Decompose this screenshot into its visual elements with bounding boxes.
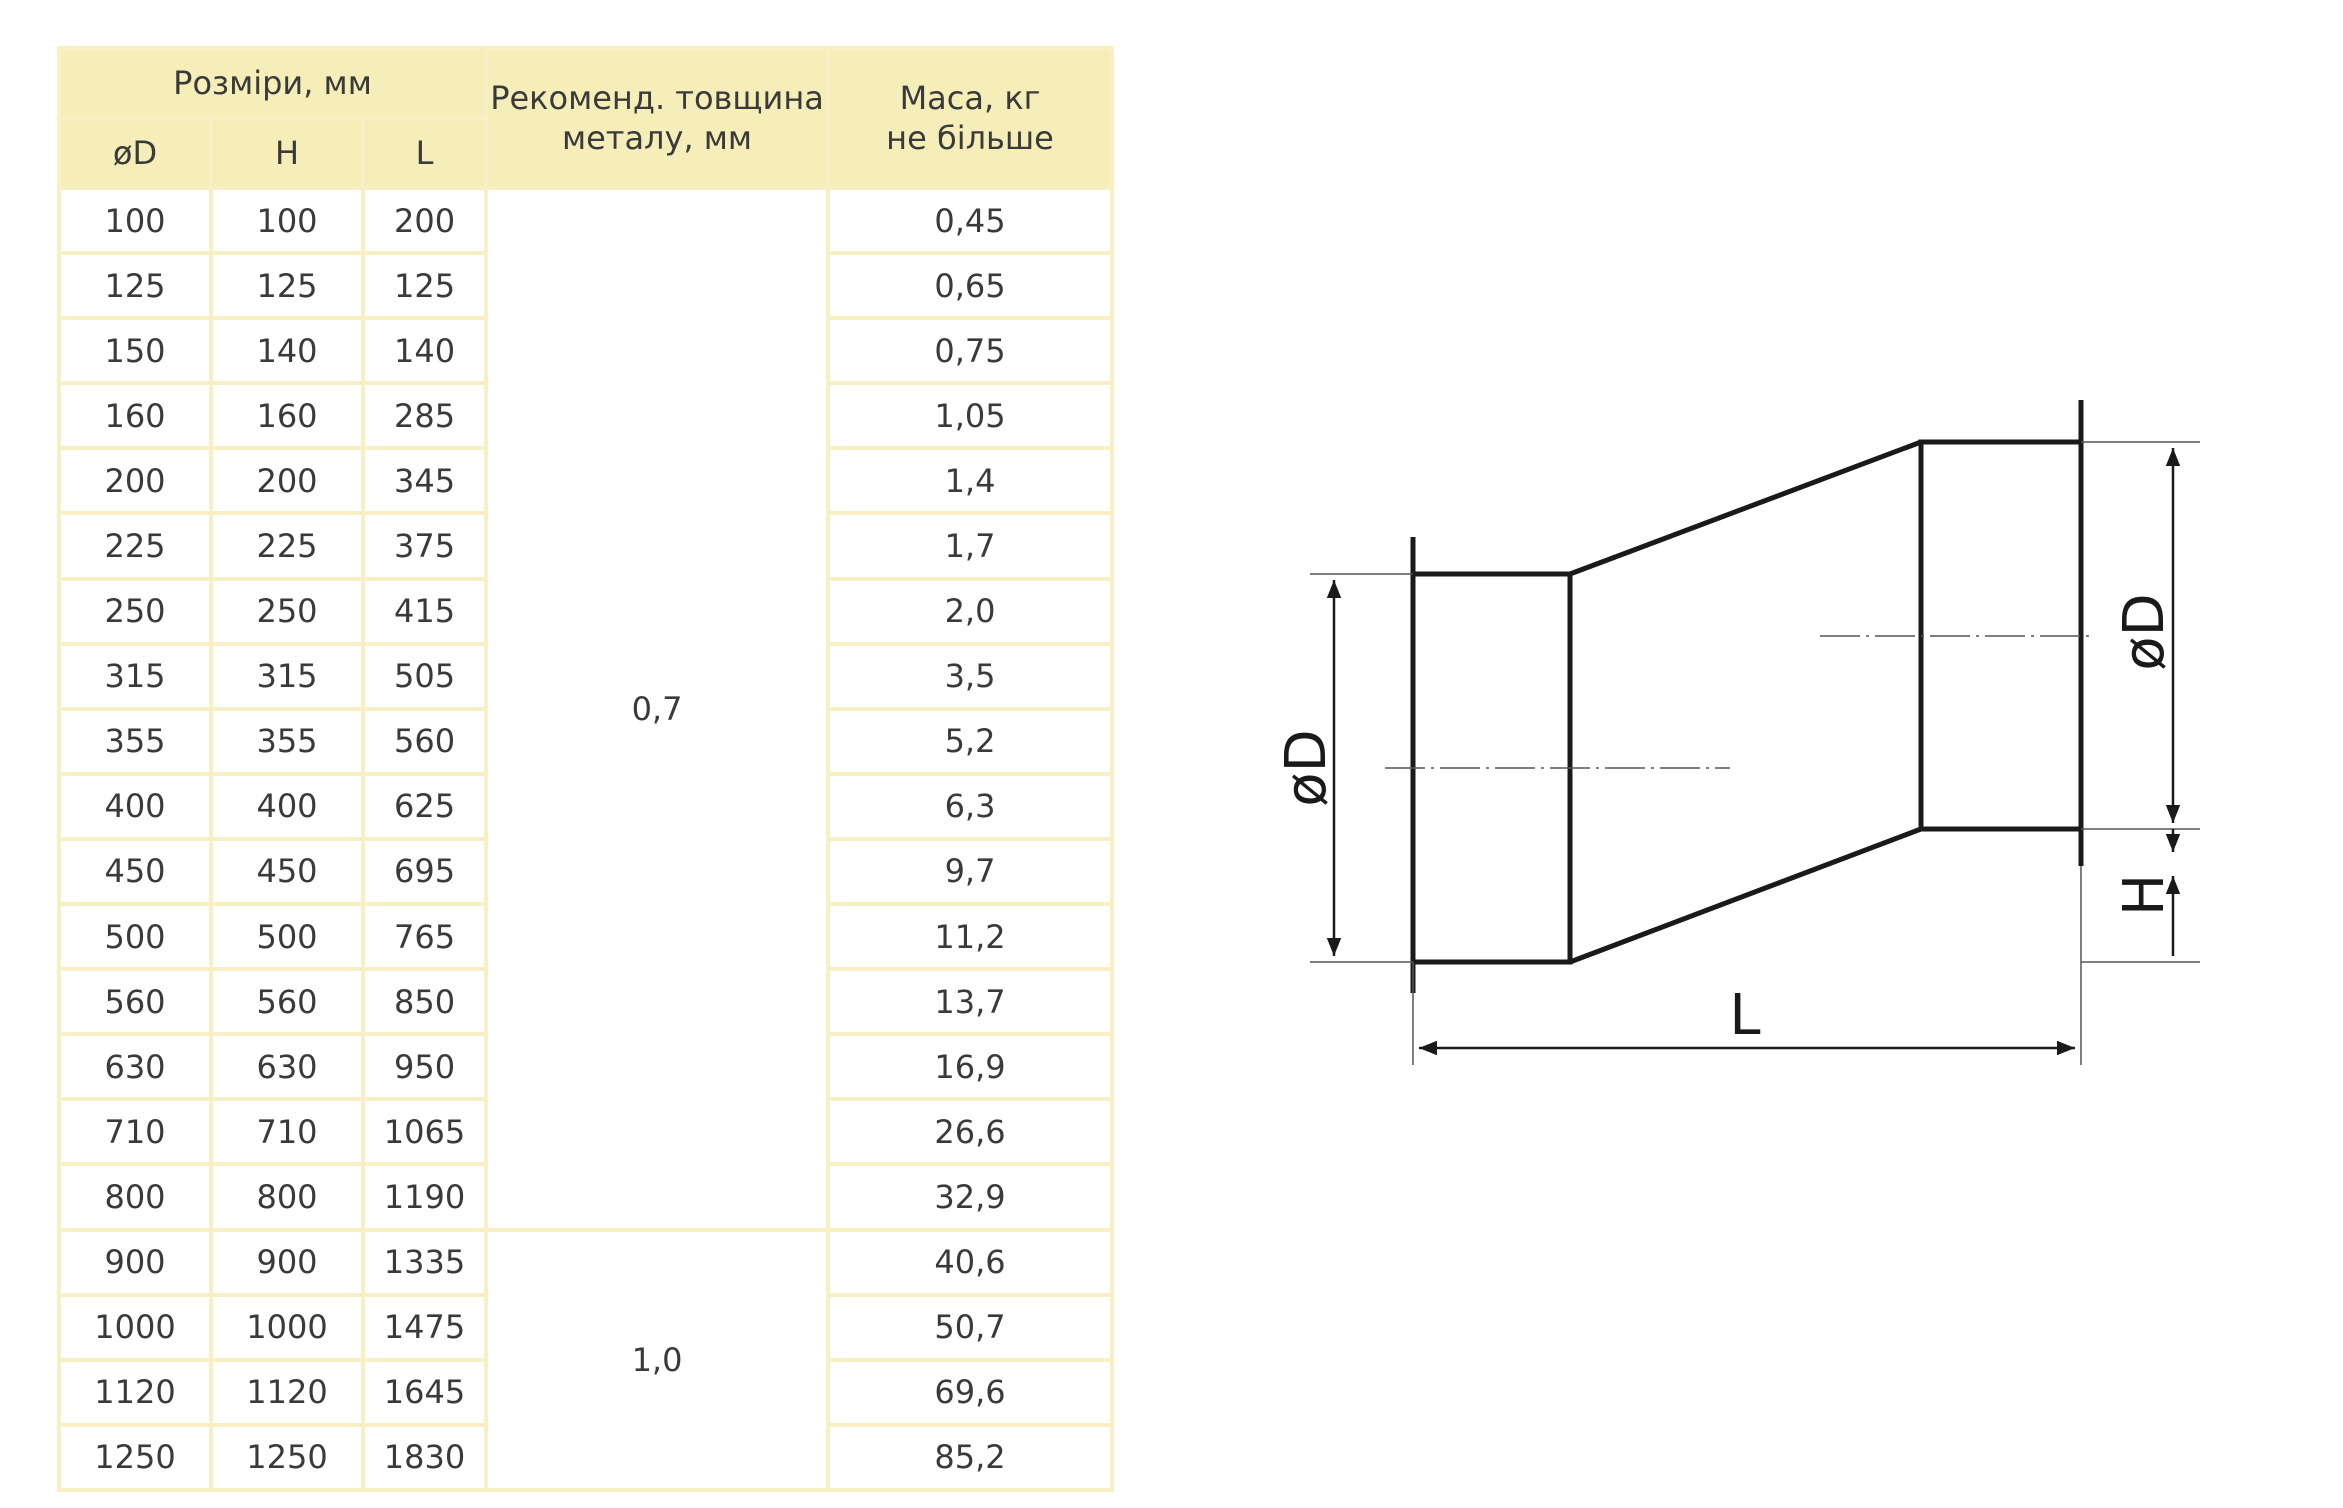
- mass-cell: 1,4: [828, 448, 1112, 513]
- mass-cell: 69,6: [828, 1360, 1112, 1425]
- length-cell: 200: [363, 188, 486, 253]
- length-cell: 1475: [363, 1295, 486, 1360]
- length-cell: 765: [363, 904, 486, 969]
- length-cell: 125: [363, 253, 486, 318]
- mass-cell: 50,7: [828, 1295, 1112, 1360]
- mass-cell: 85,2: [828, 1425, 1112, 1490]
- length-cell: 950: [363, 1034, 486, 1099]
- mass-header-line2: не більше: [886, 119, 1054, 157]
- height-cell: 250: [211, 579, 363, 644]
- length-cell: 625: [363, 774, 486, 839]
- mass-cell: 9,7: [828, 839, 1112, 904]
- length-label: L: [1729, 983, 1761, 1048]
- reducer-outline: [1413, 400, 2081, 993]
- mass-cell: 2,0: [828, 579, 1112, 644]
- mass-cell: 26,6: [828, 1099, 1112, 1164]
- diameter-cell: 800: [59, 1164, 211, 1229]
- height-cell: 400: [211, 774, 363, 839]
- height-cell: 200: [211, 448, 363, 513]
- height-cell: 315: [211, 644, 363, 709]
- left-diameter-label: øD: [1274, 729, 1339, 807]
- dimension-lines: [1310, 442, 2200, 1065]
- height-cell: 500: [211, 904, 363, 969]
- diameter-cell: 225: [59, 513, 211, 578]
- length-cell: 1065: [363, 1099, 486, 1164]
- diameter-cell: 315: [59, 644, 211, 709]
- height-cell: 1250: [211, 1425, 363, 1490]
- dimension-arrows: [1334, 448, 2173, 1048]
- height-cell: 225: [211, 513, 363, 578]
- thickness-header-line2: металу, мм: [561, 119, 753, 157]
- mass-cell: 0,45: [828, 188, 1112, 253]
- length-cell: 695: [363, 839, 486, 904]
- thickness-header-line1: Рекоменд. товщина: [490, 79, 824, 117]
- mass-cell: 32,9: [828, 1164, 1112, 1229]
- length-cell: 850: [363, 969, 486, 1034]
- spec-table: [57, 46, 1114, 1492]
- length-cell: 1335: [363, 1230, 486, 1295]
- height-cell: 140: [211, 318, 363, 383]
- diameter-cell: 560: [59, 969, 211, 1034]
- height-cell: 900: [211, 1230, 363, 1295]
- mass-cell: 13,7: [828, 969, 1112, 1034]
- mass-cell: 40,6: [828, 1230, 1112, 1295]
- diameter-header: øD: [59, 118, 211, 188]
- mass-cell: 16,9: [828, 1034, 1112, 1099]
- diameter-cell: 500: [59, 904, 211, 969]
- diameter-cell: 160: [59, 383, 211, 448]
- table-row: [59, 188, 1112, 253]
- diameter-cell: 400: [59, 774, 211, 839]
- diameter-cell: 100: [59, 188, 211, 253]
- diameter-cell: 150: [59, 318, 211, 383]
- height-cell: 560: [211, 969, 363, 1034]
- diameter-cell: 1120: [59, 1360, 211, 1425]
- table-row: [59, 1230, 1112, 1295]
- length-cell: 140: [363, 318, 486, 383]
- height-cell: 160: [211, 383, 363, 448]
- height-cell: 355: [211, 709, 363, 774]
- thickness-cell: 0,7: [486, 188, 828, 1230]
- mass-cell: 6,3: [828, 774, 1112, 839]
- diameter-cell: 630: [59, 1034, 211, 1099]
- mass-cell: 0,75: [828, 318, 1112, 383]
- length-cell: 560: [363, 709, 486, 774]
- length-cell: 505: [363, 644, 486, 709]
- height-cell: 710: [211, 1099, 363, 1164]
- length-cell: 1190: [363, 1164, 486, 1229]
- mass-cell: 11,2: [828, 904, 1112, 969]
- height-label: H: [2112, 873, 2177, 917]
- length-cell: 345: [363, 448, 486, 513]
- thickness-cell: 1,0: [486, 1230, 828, 1490]
- length-cell: 1830: [363, 1425, 486, 1490]
- table-body: [59, 188, 1112, 1490]
- diameter-cell: 1250: [59, 1425, 211, 1490]
- length-cell: 1645: [363, 1360, 486, 1425]
- diameter-cell: 355: [59, 709, 211, 774]
- mass-cell: 1,05: [828, 383, 1112, 448]
- thickness-header: [486, 48, 828, 188]
- height-cell: 1120: [211, 1360, 363, 1425]
- right-diameter-label: øD: [2112, 593, 2177, 671]
- mass-cell: 5,2: [828, 709, 1112, 774]
- height-cell: 450: [211, 839, 363, 904]
- diameter-cell: 125: [59, 253, 211, 318]
- reducer-drawing: [1250, 380, 2250, 1140]
- length-header: L: [363, 118, 486, 188]
- centerlines: [1385, 636, 2095, 768]
- dimensions-header: Розміри, мм: [59, 48, 486, 118]
- diameter-cell: 900: [59, 1230, 211, 1295]
- mass-cell: 1,7: [828, 513, 1112, 578]
- height-cell: 100: [211, 188, 363, 253]
- height-cell: 1000: [211, 1295, 363, 1360]
- mass-header-line1: Маса, кг: [899, 79, 1041, 117]
- height-header: H: [211, 118, 363, 188]
- height-cell: 125: [211, 253, 363, 318]
- diameter-cell: 1000: [59, 1295, 211, 1360]
- height-cell: 630: [211, 1034, 363, 1099]
- length-cell: 285: [363, 383, 486, 448]
- mass-cell: 3,5: [828, 644, 1112, 709]
- height-cell: 800: [211, 1164, 363, 1229]
- diameter-cell: 250: [59, 579, 211, 644]
- diameter-cell: 200: [59, 448, 211, 513]
- length-cell: 375: [363, 513, 486, 578]
- length-cell: 415: [363, 579, 486, 644]
- diameter-cell: 450: [59, 839, 211, 904]
- diameter-cell: 710: [59, 1099, 211, 1164]
- mass-cell: 0,65: [828, 253, 1112, 318]
- mass-header: [828, 48, 1112, 188]
